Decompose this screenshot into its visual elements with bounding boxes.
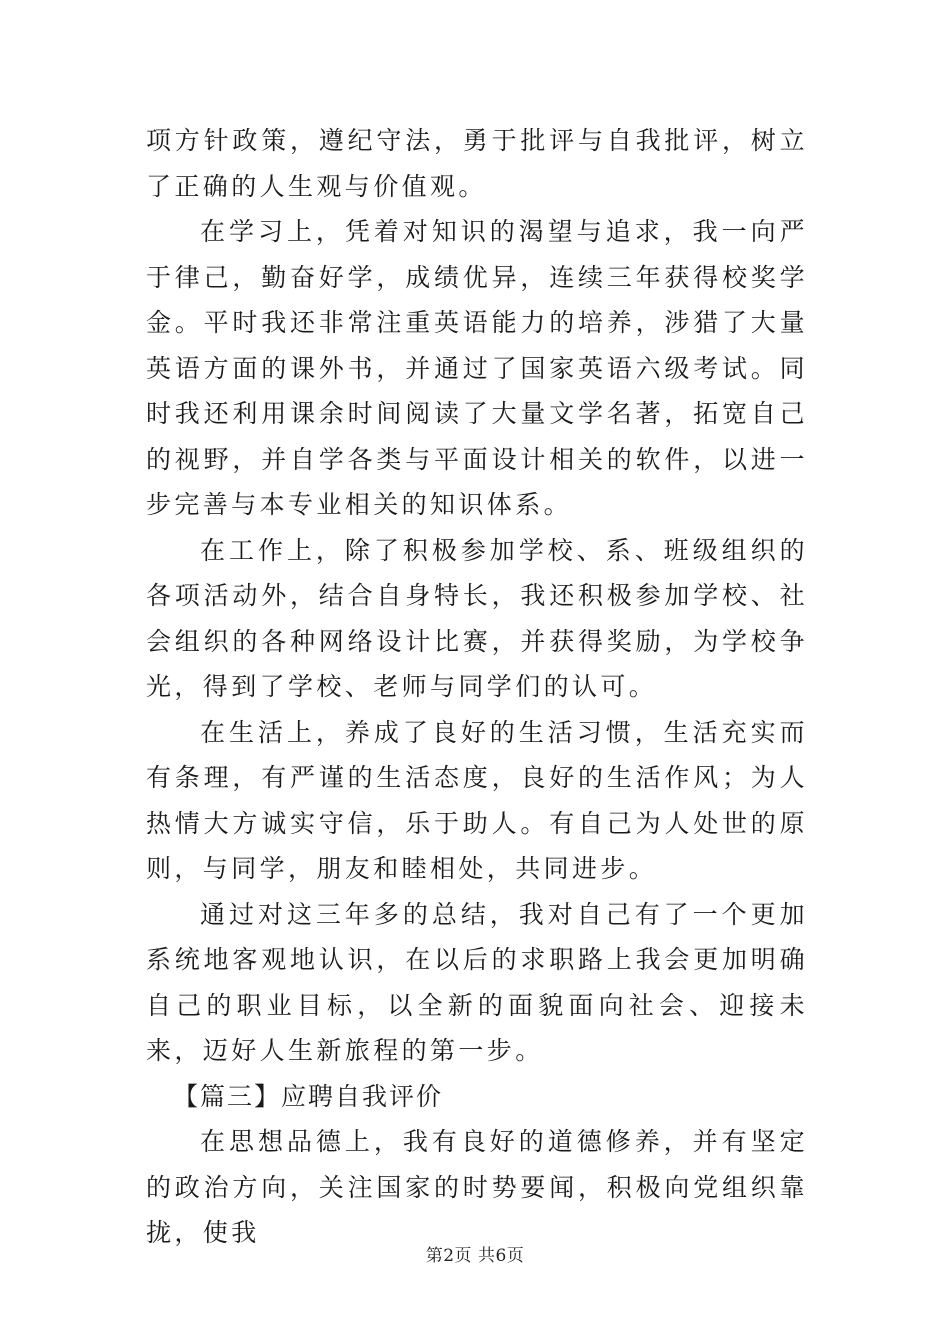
page-number-footer: 第2页 共6页 <box>425 1246 525 1266</box>
paragraph-continuation: 项方针政策，遵纪守法，勇于批评与自我批评，树立了正确的人生观与价值观。 <box>146 126 808 201</box>
document-body <box>146 118 808 1256</box>
paragraph-life: 在生活上，养成了良好的生活习惯，生活充实而有条理，有严谨的生活态度，良好的生活作风；为人热情大方诚实守信，乐于助人。有自己为人处世的原则，与同学，朋友和睦相处，共同进步。 <box>146 717 808 883</box>
paragraph-ideology: 在思想品德上，我有良好的道德修养，并有坚定的政治方向，关注国家的时势要闻，积极向党组织靠拢，使我 <box>146 1127 808 1247</box>
section-heading: 【篇三】应聘自我评价 <box>173 1081 444 1111</box>
paragraph-summary: 通过对这三年多的总结，我对自己有了一个更加系统地客观地认识，在以后的求职路上我会更加明确自己的职业目标，以全新的面貌面向社会、迎接未来，迈好人生新旅程的第一步。 <box>146 899 808 1065</box>
paragraph-study: 在学习上，凭着对知识的渴望与追求，我一向严于律己，勤奋好学，成绩优异，连续三年获得校奖学金。平时我还非常注重英语能力的培养，涉猎了大量英语方面的课外书，并通过了国家英语六级考试。同时我还利用课余时间阅读了大量文学名著，拓宽自己的视野，并自学各类与平面设计相关的软件，以进一步完善与本专业相关的知识体系。 <box>146 217 808 519</box>
paragraph-work: 在工作上，除了积极参加学校、系、班级组织的各项活动外，结合自身特长，我还积极参加学校、社会组织的各种网络设计比赛，并获得奖励，为学校争光，得到了学校、老师与同学们的认可。 <box>146 535 808 701</box>
